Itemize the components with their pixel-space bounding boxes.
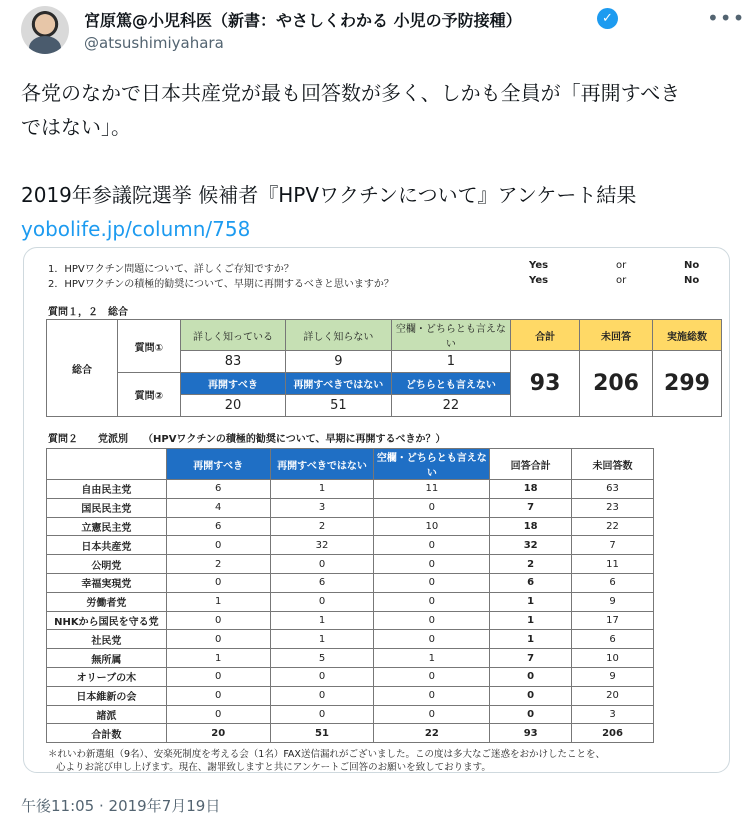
party-name: 公明党 <box>47 555 167 574</box>
q1-header-1: 詳しく知らない <box>286 320 391 351</box>
party-cell: 93 <box>490 724 572 743</box>
party-cell: 0 <box>166 630 270 649</box>
party-cell: 3 <box>270 498 374 517</box>
or-label-2: or <box>616 275 627 286</box>
party-cell: 2 <box>490 555 572 574</box>
party-cell: 0 <box>166 686 270 705</box>
party-cell: 0 <box>374 686 490 705</box>
party-cell: 1 <box>270 480 374 499</box>
party-cell: 4 <box>166 498 270 517</box>
party-cell: 1 <box>490 611 572 630</box>
party-cell: 17 <box>572 611 654 630</box>
attached-image[interactable] <box>23 247 730 773</box>
party-cell: 7 <box>490 649 572 668</box>
q1-header-0: 詳しく知っている <box>180 320 285 351</box>
table-row <box>47 649 654 668</box>
party-name: 幸福実現党 <box>47 573 167 592</box>
party-cell: 0 <box>166 611 270 630</box>
section2-title: 質問２ 党派別 （HPVワクチンの積極的勧奨について、早期に再開するべきか？） <box>48 434 446 445</box>
total-header-0: 合計 <box>511 320 580 351</box>
more-options-icon[interactable]: ••• <box>707 6 746 30</box>
table-row <box>47 724 654 743</box>
party-name: 合計数 <box>47 724 167 743</box>
no-label-1: No <box>684 260 700 271</box>
table-row <box>47 555 654 574</box>
party-name: 立憲民主党 <box>47 517 167 536</box>
party-cell: 3 <box>572 705 654 724</box>
q2-header-1: 再開すべきではない <box>286 373 391 395</box>
party-name: 無所属 <box>47 649 167 668</box>
party-header-2: 空欄・どちらとも言えない <box>374 449 490 480</box>
table-row <box>47 611 654 630</box>
party-cell: 0 <box>270 667 374 686</box>
party-cell: 0 <box>374 573 490 592</box>
party-cell: 0 <box>490 705 572 724</box>
party-cell: 0 <box>490 686 572 705</box>
q2-header-2: どちらとも言えない <box>391 373 511 395</box>
tweet-body <box>21 76 733 246</box>
total-value-2: 299 <box>653 351 722 417</box>
party-cell: 0 <box>270 555 374 574</box>
party-cell: 11 <box>572 555 654 574</box>
party-cell: 6 <box>572 573 654 592</box>
tweet-link[interactable]: yobolife.jp/column/758 <box>21 217 251 241</box>
party-cell: 18 <box>490 480 572 499</box>
party-cell: 23 <box>572 498 654 517</box>
party-cell: 1 <box>490 630 572 649</box>
party-cell: 1 <box>490 592 572 611</box>
party-cell: 0 <box>270 686 374 705</box>
party-cell: 20 <box>166 724 270 743</box>
total-value-0: 93 <box>511 351 580 417</box>
party-cell: 18 <box>490 517 572 536</box>
party-header-4: 未回答数 <box>572 449 654 480</box>
tweet-text-line2: 2019年参議院選挙 候補者『HPVワクチンについて』アンケート結果 <box>21 183 637 207</box>
survey-note-2: 心よりお詫び申し上げます。現在、謝罪致しますと共にアンケートご回答のお願いを致しております。 <box>56 762 491 773</box>
yes-label-2: Yes <box>529 275 549 286</box>
party-cell: 0 <box>270 592 374 611</box>
verified-badge-icon: ✓ <box>597 8 618 29</box>
party-cell: 0 <box>166 705 270 724</box>
survey-q1: 1．HPVワクチン問題について、詳しくご存知ですか？ <box>48 264 294 275</box>
party-name: 国民民主党 <box>47 498 167 517</box>
party-name: 諸派 <box>47 705 167 724</box>
q1-value-1: 9 <box>286 351 391 373</box>
q1-value-2: 1 <box>391 351 511 373</box>
tweet-text: 各党のなかで日本共産党が最も回答数が多く、しかも全員が「再開すべき ではない」。 <box>21 81 681 139</box>
survey-q2: 2．HPVワクチンの積極的勧奨について、早期に再開するべきと思いますか？ <box>48 279 394 290</box>
party-cell: 0 <box>374 667 490 686</box>
party-header-1: 再開すべきではない <box>270 449 374 480</box>
party-name: オリーブの木 <box>47 667 167 686</box>
survey-note-1: ＊れいわ新選組（9名）、安楽死制度を考える会（1名）FAX送信漏れがございました。この度は多大なご迷惑をおかけしたことを、 <box>48 749 605 760</box>
party-cell: 0 <box>166 667 270 686</box>
party-cell: 0 <box>374 630 490 649</box>
party-cell: 32 <box>270 536 374 555</box>
q2-header-0: 再開すべき <box>180 373 285 395</box>
table-row <box>47 480 654 499</box>
table-row <box>47 517 654 536</box>
author-name[interactable]: 宮原篤@小児科医（新書：やさしくわかる 小児の予防接種） <box>84 11 522 30</box>
survey-result-image <box>32 254 722 773</box>
or-label-1: or <box>616 260 627 271</box>
party-cell: 5 <box>270 649 374 668</box>
table-row <box>47 536 654 555</box>
party-cell: 22 <box>374 724 490 743</box>
q2-value-1: 51 <box>286 395 391 417</box>
party-cell: 32 <box>490 536 572 555</box>
party-cell: 0 <box>374 592 490 611</box>
party-name: 自由民主党 <box>47 480 167 499</box>
summary-table <box>46 319 722 417</box>
party-cell: 20 <box>572 686 654 705</box>
party-cell: 10 <box>374 517 490 536</box>
party-cell: 1 <box>270 630 374 649</box>
party-cell: 63 <box>572 480 654 499</box>
table-row <box>47 667 654 686</box>
party-table <box>46 448 654 743</box>
party-header-blank <box>47 449 167 480</box>
party-cell: 51 <box>270 724 374 743</box>
party-cell: 22 <box>572 517 654 536</box>
party-header-3: 回答合計 <box>490 449 572 480</box>
table-row <box>47 498 654 517</box>
q2-value-0: 20 <box>180 395 285 417</box>
party-cell: 0 <box>374 611 490 630</box>
tweet-timestamp[interactable]: 午後11:05 · 2019年7月19日 <box>21 797 221 815</box>
total-header-2: 実施総数 <box>653 320 722 351</box>
party-cell: 0 <box>270 705 374 724</box>
party-cell: 10 <box>572 649 654 668</box>
party-cell: 9 <box>572 667 654 686</box>
q1-header-2: 空欄・どちらとも言えない <box>391 320 511 351</box>
party-cell: 6 <box>166 480 270 499</box>
q2-value-2: 22 <box>391 395 511 417</box>
party-cell: 1 <box>374 649 490 668</box>
q1-value-0: 83 <box>180 351 285 373</box>
party-cell: 0 <box>374 705 490 724</box>
party-name: NHKから国民を守る党 <box>47 611 167 630</box>
table-row <box>47 592 654 611</box>
party-name: 労働者党 <box>47 592 167 611</box>
party-cell: 1 <box>166 592 270 611</box>
total-header-1: 未回答 <box>580 320 653 351</box>
party-cell: 1 <box>166 649 270 668</box>
party-cell: 1 <box>270 611 374 630</box>
party-cell: 9 <box>572 592 654 611</box>
party-cell: 11 <box>374 480 490 499</box>
section1-title: 質問１，２ 総合 <box>48 307 128 318</box>
avatar[interactable] <box>21 6 69 54</box>
author-handle[interactable]: @atsushimiyahara <box>84 34 224 52</box>
party-cell: 0 <box>374 498 490 517</box>
total-value-1: 206 <box>580 351 653 417</box>
table-row <box>47 630 654 649</box>
party-cell: 6 <box>490 573 572 592</box>
party-cell: 0 <box>374 536 490 555</box>
party-cell: 0 <box>490 667 572 686</box>
party-cell: 2 <box>166 555 270 574</box>
sogo-label: 総合 <box>47 320 118 417</box>
party-cell: 6 <box>572 630 654 649</box>
q1-label: 質問① <box>117 320 180 373</box>
party-name: 社民党 <box>47 630 167 649</box>
party-cell: 0 <box>166 573 270 592</box>
table-row <box>47 573 654 592</box>
party-name: 日本共産党 <box>47 536 167 555</box>
party-cell: 2 <box>270 517 374 536</box>
party-cell: 7 <box>572 536 654 555</box>
party-cell: 6 <box>270 573 374 592</box>
yes-label-1: Yes <box>529 260 549 271</box>
party-header-0: 再開すべき <box>166 449 270 480</box>
table-row <box>47 705 654 724</box>
party-cell: 0 <box>374 555 490 574</box>
party-cell: 6 <box>166 517 270 536</box>
party-cell: 7 <box>490 498 572 517</box>
table-row <box>47 686 654 705</box>
party-name: 日本維新の会 <box>47 686 167 705</box>
q2-label: 質問② <box>117 373 180 417</box>
party-cell: 206 <box>572 724 654 743</box>
no-label-2: No <box>684 275 700 286</box>
party-cell: 0 <box>166 536 270 555</box>
